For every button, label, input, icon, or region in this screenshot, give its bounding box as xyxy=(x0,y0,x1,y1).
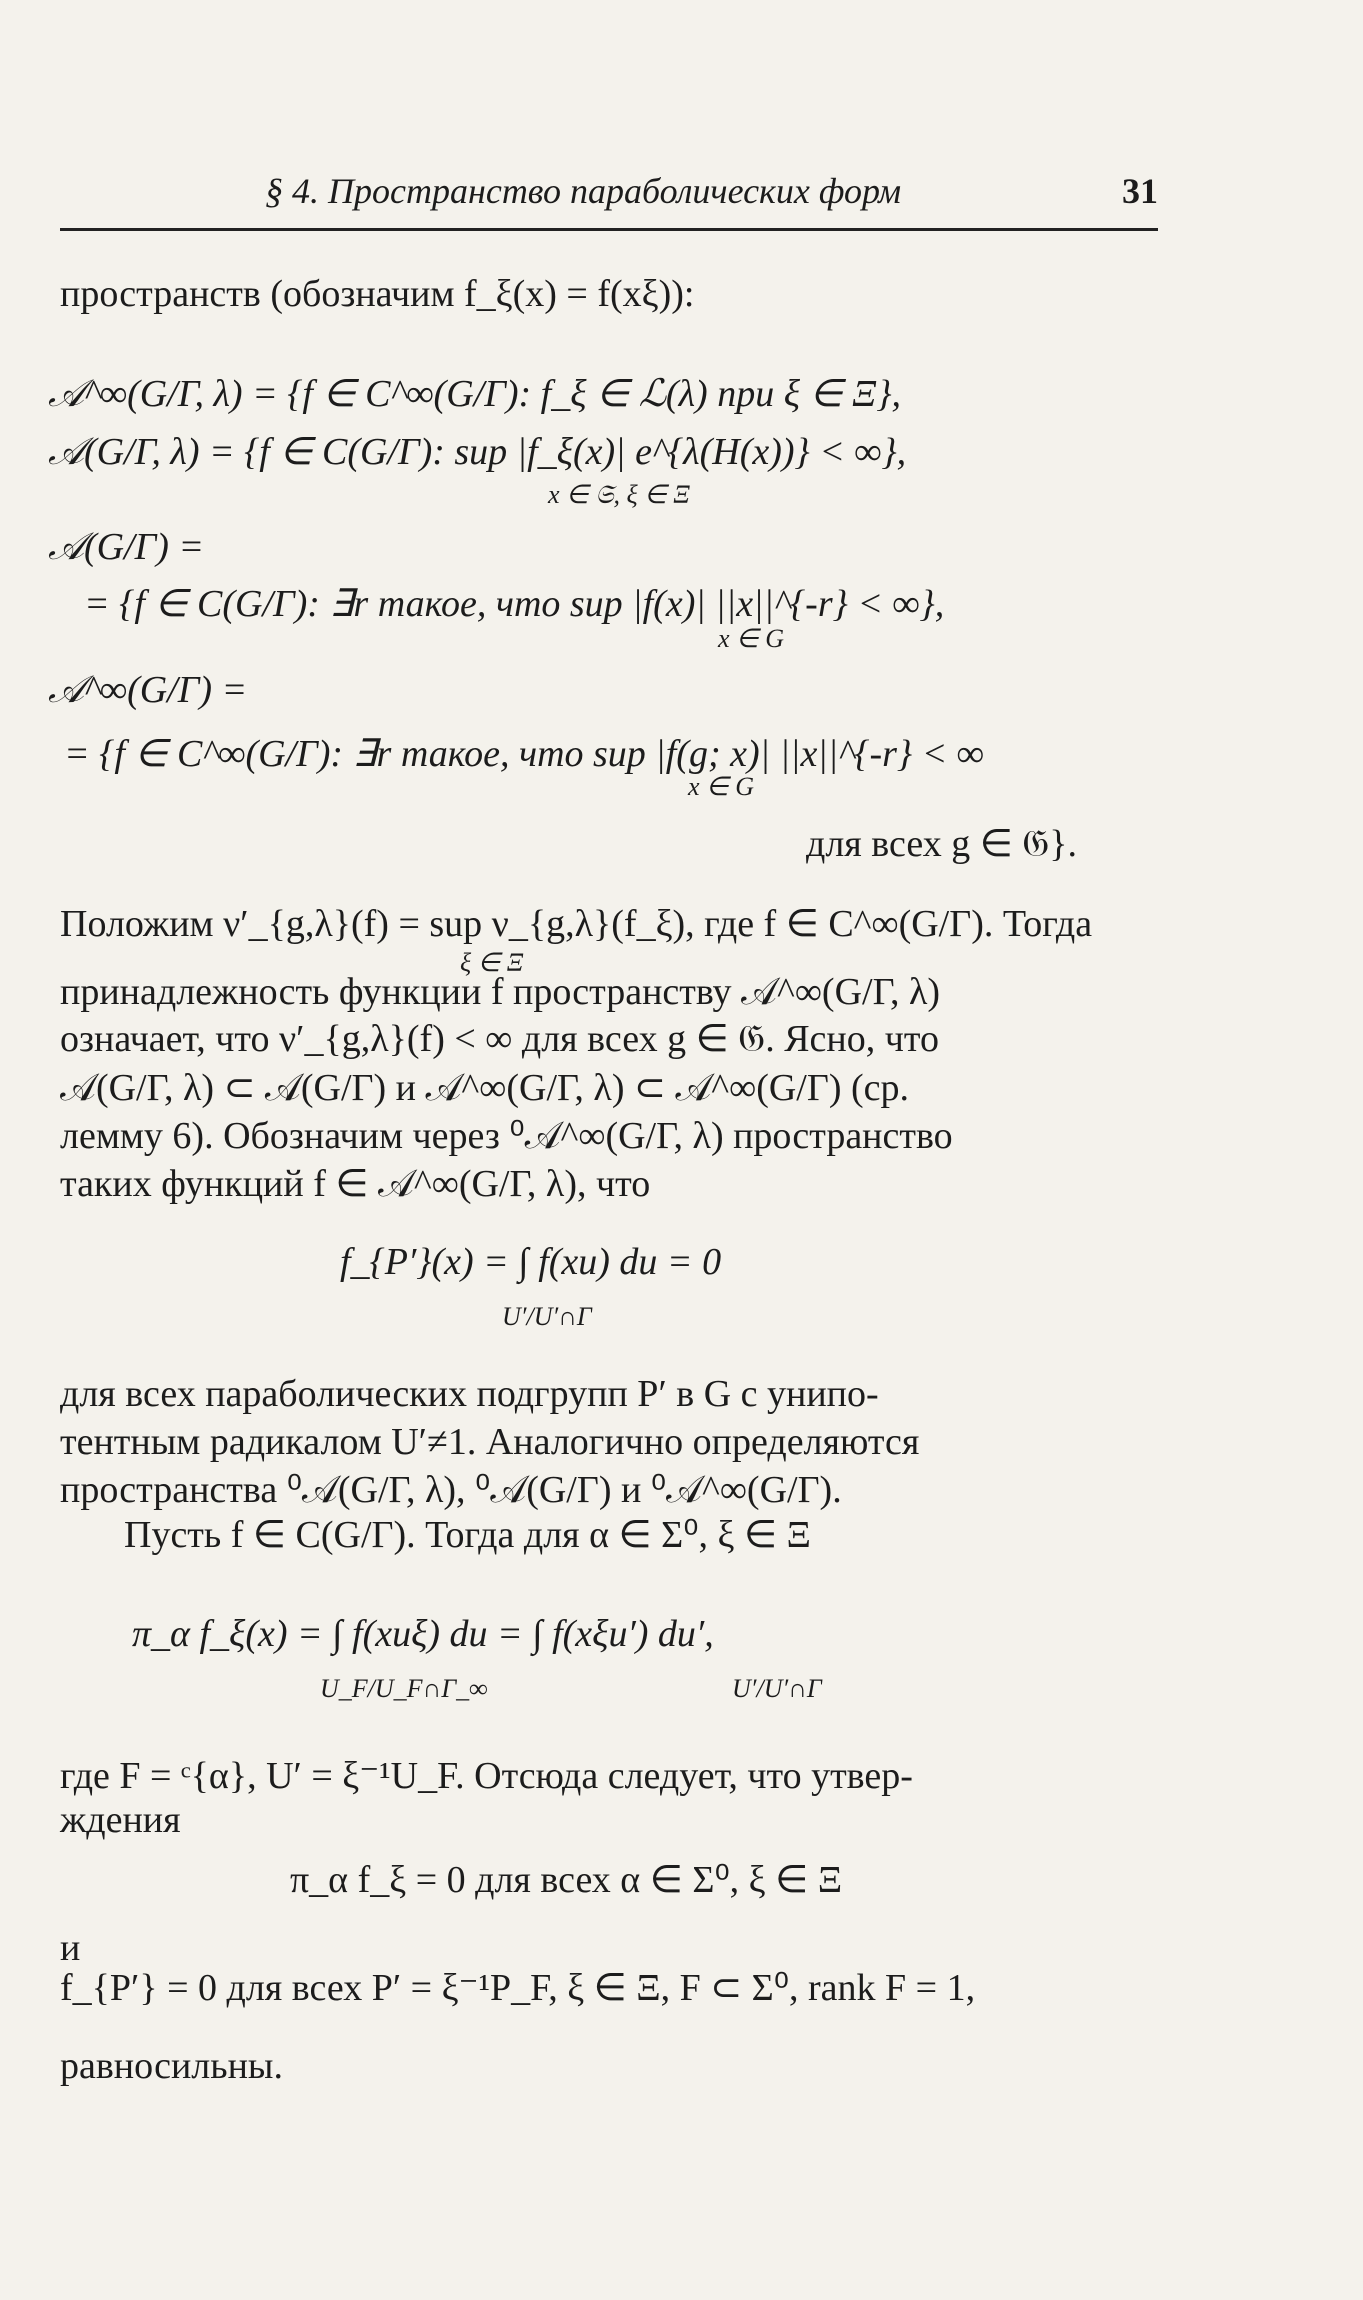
formula-subscript: U′/U′∩Γ xyxy=(732,1674,822,1703)
page-number: 31 xyxy=(1122,171,1158,211)
text-line: и xyxy=(60,1927,81,1969)
formula-line: 𝒜^∞(G/Γ) = xyxy=(48,669,248,711)
formula-subscript: ξ ∈ Ξ xyxy=(460,948,524,977)
text-line: Положим ν′_{g,λ}(f) = sup ν_{g,λ}(f_ξ), где f ∈ C^∞(G/Γ). Тогда xyxy=(60,903,1093,945)
text-line: пространств (обозначим f_ξ(x) = f(xξ)): xyxy=(60,273,695,315)
formula-line: f_{P′} = 0 для всех P′ = ξ⁻¹P_F, ξ ∈ Ξ, F ⊂ Σ⁰, rank F = 1, xyxy=(60,1967,976,2009)
formula-subscript: U′/U′∩Γ xyxy=(502,1302,592,1331)
formula-line: π_α f_ξ = 0 для всех α ∈ Σ⁰, ξ ∈ Ξ xyxy=(290,1859,843,1901)
formula-subscript: x ∈ G xyxy=(688,772,754,801)
formula-line: 𝒜^∞(G/Γ, λ) = {f ∈ C^∞(G/Γ): f_ξ ∈ ℒ(λ) при ξ ∈ Ξ}, xyxy=(48,373,902,415)
formula-line: 𝒜(G/Γ, λ) = {f ∈ C(G/Γ): sup |f_ξ(x)| e^{λ(H(x))} < ∞}, xyxy=(48,431,907,473)
formula-subscript: U_F/U_F∩Γ_∞ xyxy=(320,1674,488,1703)
text-line: равносильны. xyxy=(60,2045,283,2087)
text-line: ждения xyxy=(60,1799,181,1841)
text-line: для всех параболических подгрупп P′ в G с унипо- xyxy=(60,1373,879,1415)
text-line: тентным радикалом U′≠1. Аналогично определяются xyxy=(60,1421,920,1463)
running-header xyxy=(60,170,1158,231)
text-line: таких функций f ∈ 𝒜^∞(G/Γ, λ), что xyxy=(60,1163,651,1205)
text-line: пространства ⁰𝒜(G/Γ, λ), ⁰𝒜(G/Γ) и ⁰𝒜^∞(G/Γ). xyxy=(60,1469,842,1511)
formula-line: 𝒜(G/Γ) = xyxy=(48,526,205,568)
formula-line: π_α f_ξ(x) = ∫ f(xuξ) du = ∫ f(xξu′) du′, xyxy=(132,1613,714,1655)
formula-line: f_{P′}(x) = ∫ f(xu) du = 0 xyxy=(340,1241,722,1283)
text-line: Пусть f ∈ C(G/Γ). Тогда для α ∈ Σ⁰, ξ ∈ Ξ xyxy=(124,1514,811,1556)
header-title: § 4. Пространство параболических форм xyxy=(265,171,902,211)
text-line: означает, что ν′_{g,λ}(f) < ∞ для всех g ∈ 𝔊. Ясно, что xyxy=(60,1018,939,1060)
formula-line: = {f ∈ C(G/Γ): ∃r такое, что sup |f(x)| ||x||^{-r} < ∞}, xyxy=(84,583,945,625)
text-line: 𝒜(G/Γ, λ) ⊂ 𝒜(G/Γ) и 𝒜^∞(G/Γ, λ) ⊂ 𝒜^∞(G/Γ) (ср. xyxy=(60,1067,910,1109)
text-line: где F = ᶜ{α}, U′ = ξ⁻¹U_F. Отсюда следует, что утвер- xyxy=(60,1755,913,1797)
formula-subscript: x ∈ 𝔖, ξ ∈ Ξ xyxy=(548,480,690,509)
formula-line: = {f ∈ C^∞(G/Γ): ∃r такое, что sup |f(g; x)| ||x||^{-r} < ∞ xyxy=(64,733,984,775)
text-line: принадлежность функции f пространству 𝒜^∞(G/Γ, λ) xyxy=(60,971,941,1013)
formula-line: для всех g ∈ 𝔊}. xyxy=(806,823,1078,865)
text-line: лемму 6). Обозначим через ⁰𝒜^∞(G/Γ, λ) пространство xyxy=(60,1115,953,1157)
formula-subscript: x ∈ G xyxy=(718,624,784,653)
